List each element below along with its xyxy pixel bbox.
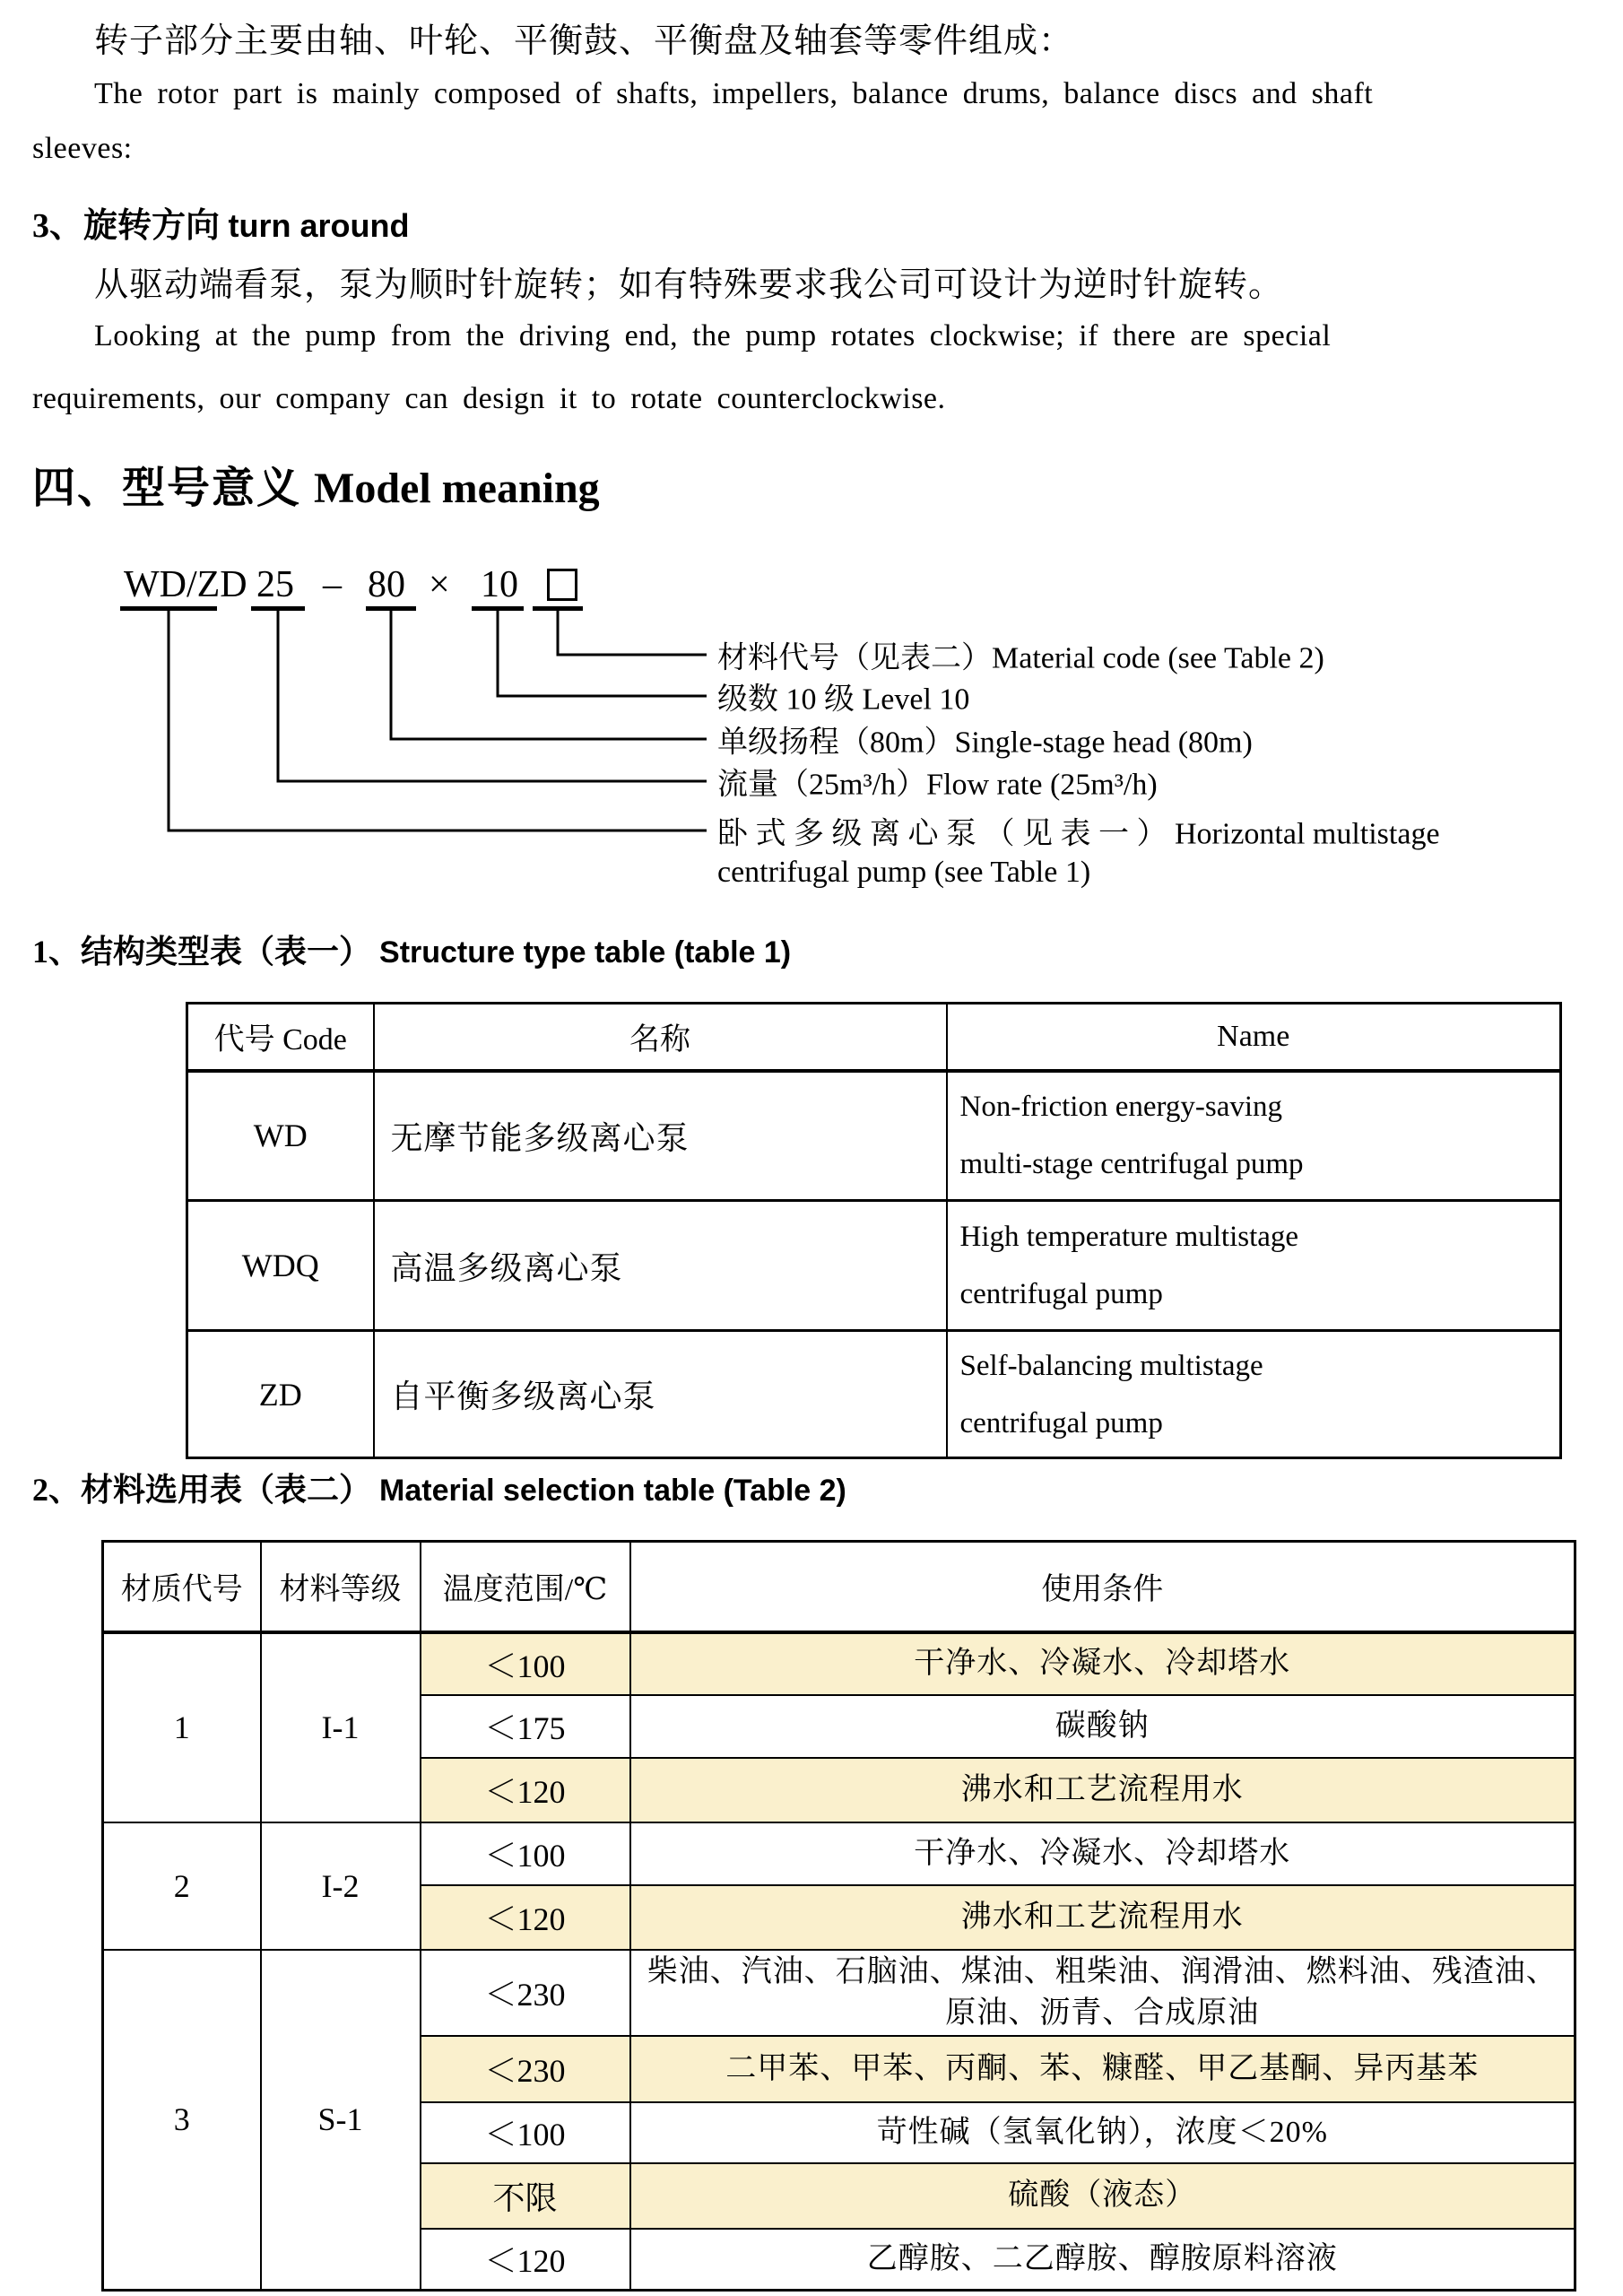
table1-cell-name-zh: 自平衡多级离心泵 (374, 1331, 947, 1458)
table1-row-wdq (187, 1201, 1561, 1331)
table1-cell-name-en (947, 1331, 1561, 1458)
table1-cell-code: WDQ (187, 1201, 374, 1331)
table2-group-code: 3 (103, 1950, 261, 2291)
table1-row-zd (187, 1331, 1561, 1458)
table1-header-code: 代号 Code (187, 1004, 374, 1071)
section-model-heading-en: Model meaning (314, 465, 600, 512)
table2-cell-condition: 干净水、冷凝水、冷却塔水 (630, 1632, 1575, 1695)
table2-row (103, 1632, 1575, 1695)
table2-cell-temp: ＜100 (421, 1822, 630, 1885)
table2-cell-condition: 沸水和工艺流程用水 (630, 1758, 1575, 1822)
table1-cell-name-en-line1: Self-balancing multistage (959, 1349, 1263, 1382)
table1-cell-name-zh: 无摩节能多级离心泵 (374, 1071, 947, 1201)
table2-cell-condition: 碳酸钠 (630, 1695, 1575, 1758)
table1-cell-name-en-line2: multi-stage centrifugal pump (959, 1148, 1304, 1181)
intro-paragraph-en-line1: The rotor part is mainly composed of shafts, impellers, balance drums, balance discs and shaft (94, 77, 1374, 110)
rotation-paragraph-zh: 从驱动端看泵，泵为顺时针旋转；如有特殊要求我公司可设计为逆时针旋转。 (94, 266, 1284, 304)
table2-group-grade: I-1 (261, 1632, 421, 1822)
table2-header-conditions: 使用条件 (630, 1542, 1575, 1632)
table1-cell-name-en (947, 1071, 1561, 1201)
table2-cell-temp: ＜100 (421, 1632, 630, 1695)
table1-cell-name-en-line1: Non-friction energy-saving (959, 1091, 1283, 1124)
table2-cell-condition: 乙醇胺、二乙醇胺、醇胺原料溶液 (630, 2229, 1575, 2291)
table2-heading (32, 1465, 846, 1510)
table1-heading-zh: 1、结构类型表（表一） (32, 934, 372, 970)
intro-paragraph-en-line2: sleeves: (32, 132, 133, 165)
diagram-label-type-line2: centrifugal pump (see Table 1) (717, 856, 1091, 889)
table1-header-row (187, 1004, 1561, 1071)
table2-cell-temp: ＜120 (421, 2229, 630, 2291)
section-rotation-heading-en: turn around (228, 207, 410, 244)
section-model-heading-zh: 四、型号意义 (32, 465, 302, 512)
table1-heading-en: Structure type table (table 1) (379, 935, 792, 970)
diagram-label-flow: 流量（25m³/h）Flow rate (25m³/h) (717, 768, 1158, 802)
table2-cell-temp: ＜120 (421, 1885, 630, 1950)
table2-cell-condition: 二甲苯、甲苯、丙酮、苯、糠醛、甲乙基酮、异丙基苯 (630, 2036, 1575, 2102)
table2-cell-temp: ＜175 (421, 1695, 630, 1758)
intro-paragraph-zh: 转子部分主要由轴、叶轮、平衡鼓、平衡盘及轴套等零件组成： (94, 22, 1074, 60)
table2-group-grade: S-1 (261, 1950, 421, 2291)
table2-group-code: 1 (103, 1632, 261, 1822)
structure-type-table (186, 1002, 1562, 1459)
table2-cell-condition: 沸水和工艺流程用水 (630, 1885, 1575, 1950)
table2-group-code: 2 (103, 1822, 261, 1950)
table2-cell-temp: ＜230 (421, 2036, 630, 2102)
rotation-paragraph-en-line2: requirements, our company can design it to rotate counterclockwise. (32, 382, 946, 415)
table1-heading (32, 926, 791, 972)
table2-cell-condition: 苛性碱（氢氧化钠），浓度＜20% (630, 2102, 1575, 2163)
table2-row (103, 1822, 1575, 1885)
table1-cell-code: ZD (187, 1331, 374, 1458)
model-code-times: × (429, 564, 450, 605)
table1-cell-name-zh: 高温多级离心泵 (374, 1201, 947, 1331)
table1-cell-name-en-line2: centrifugal pump (959, 1278, 1163, 1310)
section-rotation-heading-zh: 3、旋转方向 (32, 207, 221, 245)
table2-cell-condition: 硫酸（液态） (630, 2163, 1575, 2229)
model-code-material-box (547, 569, 577, 601)
table2-heading-en: Material selection table (Table 2) (379, 1474, 846, 1508)
table2-heading-zh: 2、材料选用表（表二） (32, 1472, 372, 1508)
table2-cell-condition: 柴油、汽油、石脑油、煤油、粗柴油、润滑油、燃料油、残渣油、原油、沥青、合成原油 (630, 1950, 1575, 2036)
rotation-paragraph-en-line1: Looking at the pump from the driving end, the pump rotates clockwise; if there are special (94, 319, 1332, 352)
model-code-stages: 10 (481, 564, 518, 605)
table2-cell-temp: ＜100 (421, 2102, 630, 2163)
table2-header-material-grade: 材料等级 (261, 1542, 421, 1632)
table1-row-wd (187, 1071, 1561, 1201)
table1-header-name-en: Name (947, 1004, 1561, 1071)
diagram-label-material: 材料代号（见表二）Material code (see Table 2) (717, 641, 1324, 675)
table2-header-row (103, 1542, 1575, 1632)
table2-cell-temp: ＜120 (421, 1758, 630, 1822)
table2-cell-condition: 干净水、冷凝水、冷却塔水 (630, 1822, 1575, 1885)
table1-header-name-zh: 名称 (374, 1004, 947, 1071)
model-code-diagram (0, 0, 1623, 897)
table2-cell-temp: ＜230 (421, 1950, 630, 2036)
table2-row (103, 1950, 1575, 2036)
model-code-dash: – (323, 564, 342, 605)
model-code-head: 80 (368, 564, 405, 605)
table2-header-material-code: 材质代号 (103, 1542, 261, 1632)
model-code-flow: 25 (256, 564, 294, 605)
table1-cell-code: WD (187, 1071, 374, 1201)
table2-cell-temp: 不限 (421, 2163, 630, 2229)
diagram-label-head: 单级扬程（80m）Single-stage head (80m) (717, 726, 1253, 760)
table1-cell-name-en (947, 1201, 1561, 1331)
table1-cell-name-en-line2: centrifugal pump (959, 1406, 1163, 1439)
model-code-series: WD/ZD (124, 564, 247, 605)
table2-header-temp-range: 温度范围/℃ (421, 1542, 630, 1632)
diagram-label-type-line1: 卧 式 多 级 离 心 泵 （ 见 表 一 ） Horizontal multistage (717, 817, 1440, 851)
diagram-label-stages: 级数 10 级 Level 10 (717, 683, 970, 717)
material-selection-table (101, 1540, 1576, 2292)
table1-cell-name-en-line1: High temperature multistage (959, 1221, 1299, 1253)
table2-group-grade: I-2 (261, 1822, 421, 1950)
